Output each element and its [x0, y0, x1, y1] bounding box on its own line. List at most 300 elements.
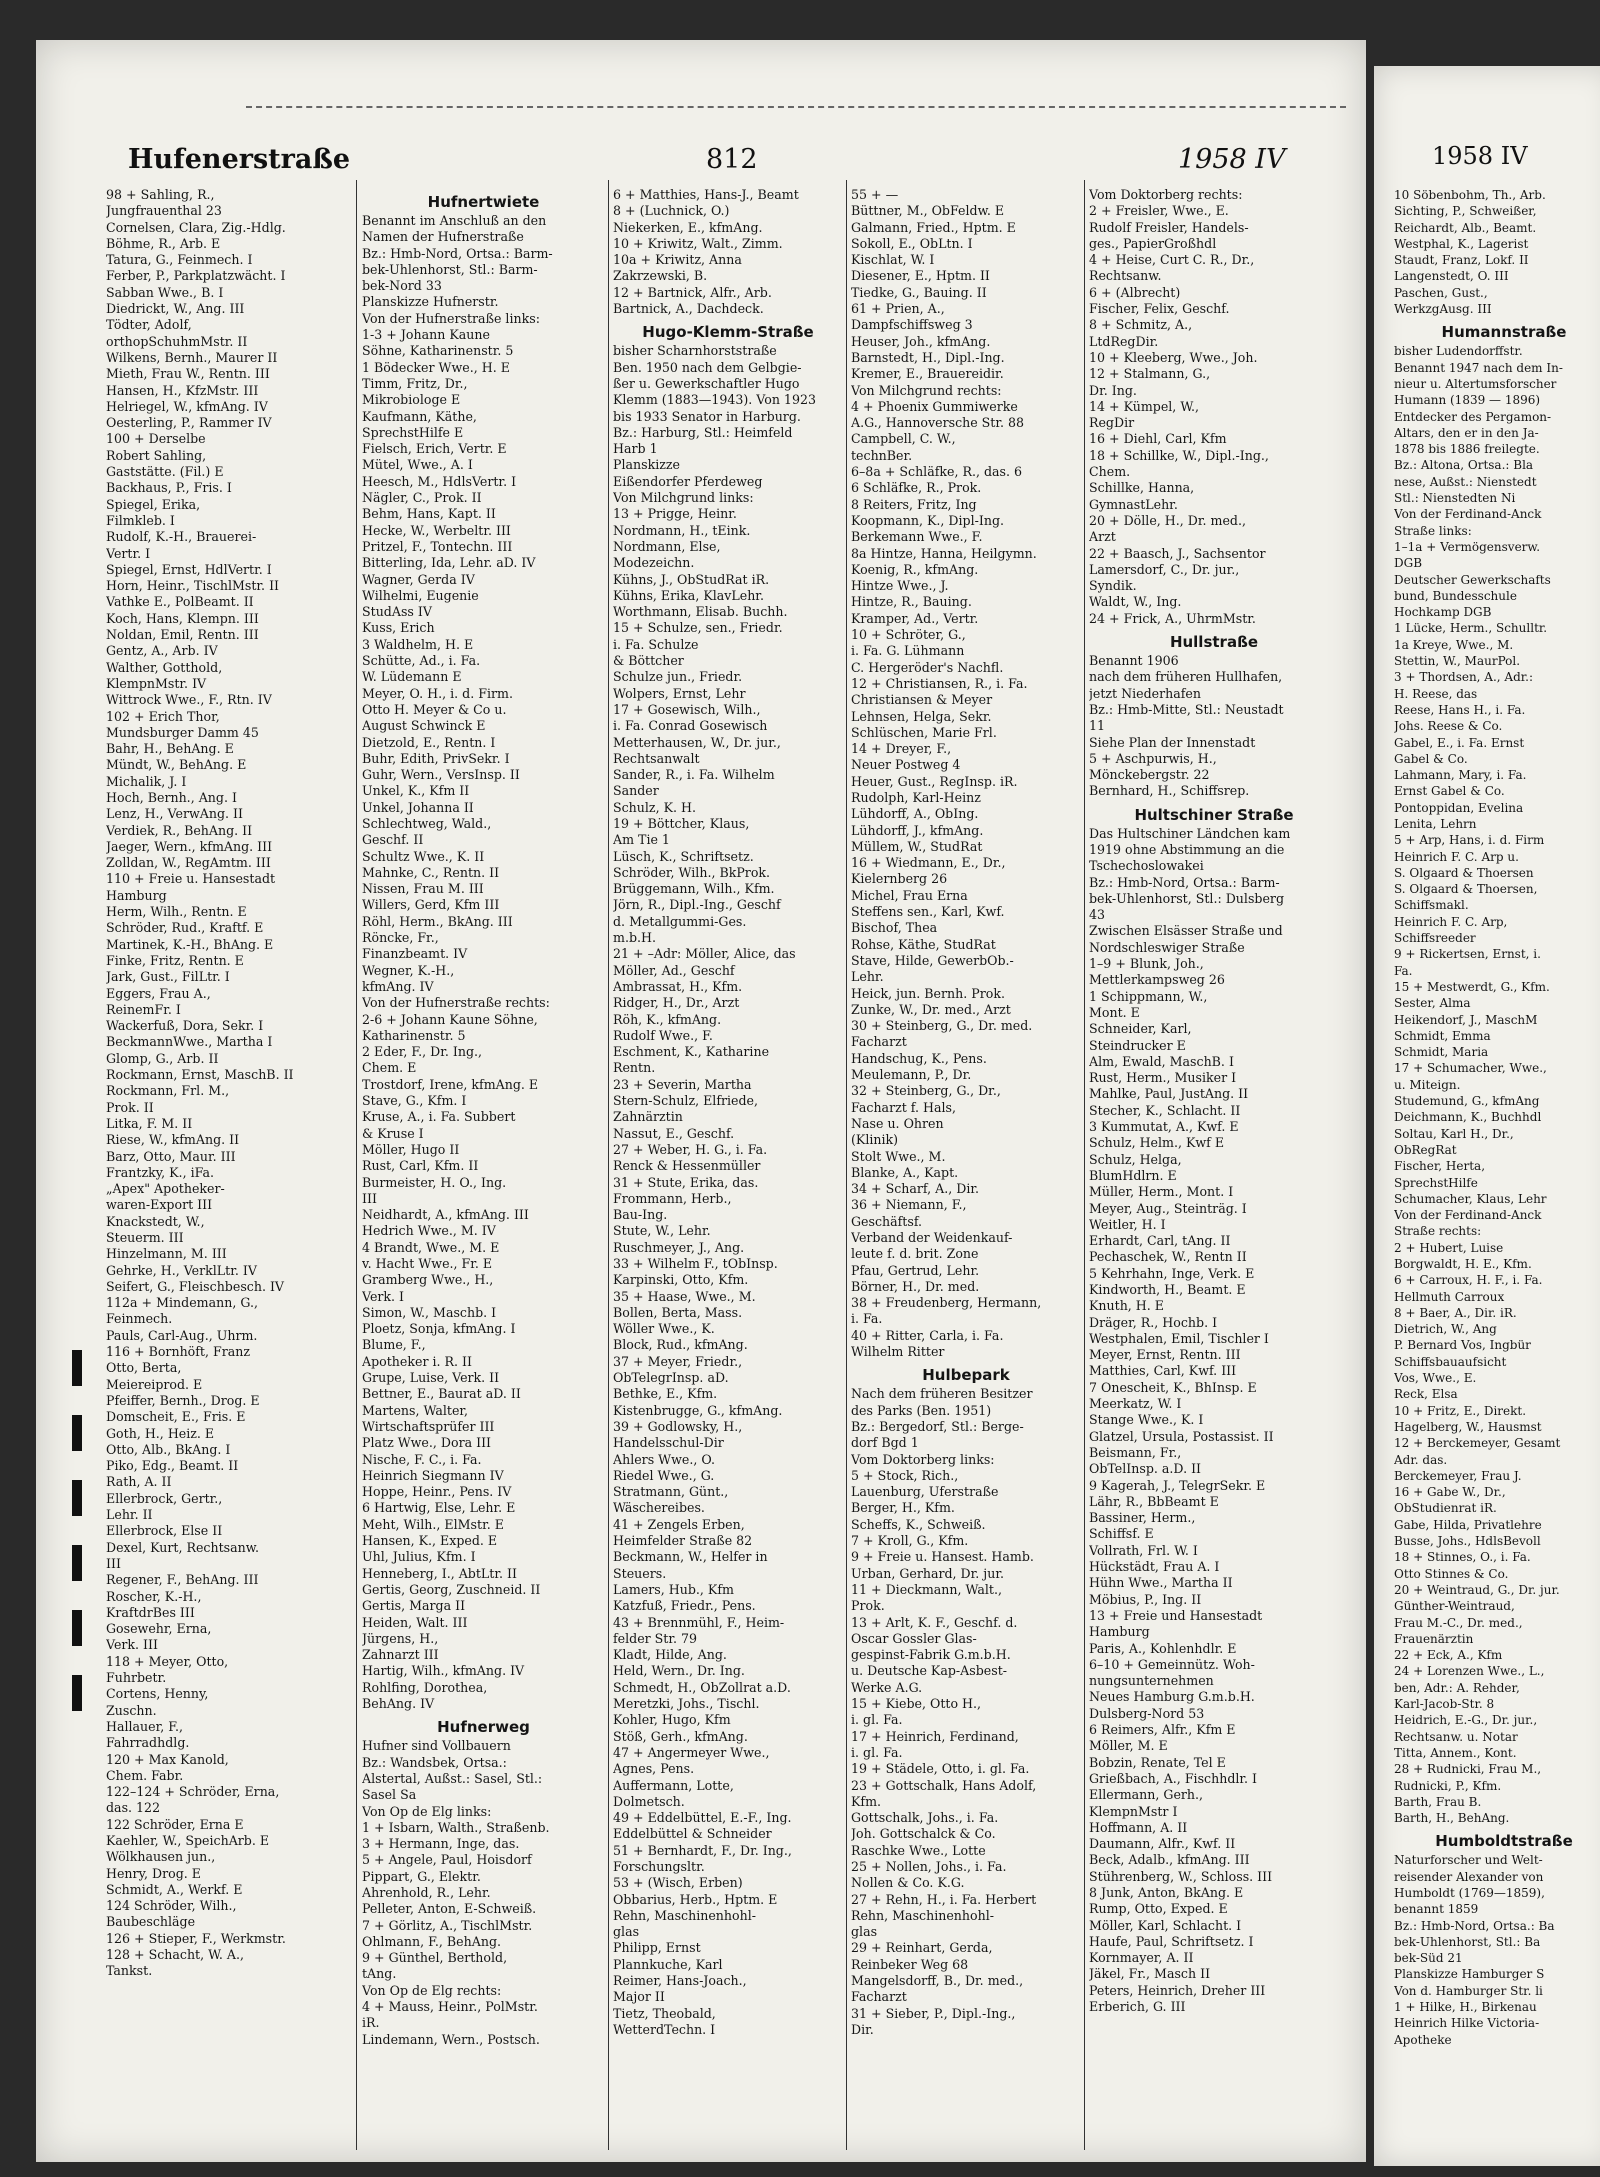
directory-entry: Apotheke [1394, 2032, 1452, 2047]
directory-entry: Von der Ferdinand-Anck [1394, 1208, 1542, 1223]
directory-entry: 15 + Schulze, sen., Friedr. [613, 620, 783, 636]
directory-entry: Auffermann, Lotte, [613, 1777, 734, 1793]
directory-entry: Christiansen & Meyer [851, 692, 993, 708]
directory-entry: Ferber, P., Parkplatzwächt. I [106, 268, 286, 284]
directory-entry: Barth, H., BehAng. [1394, 1811, 1510, 1826]
directory-entry: Plannkuche, Karl [613, 1956, 723, 1972]
directory-entry: C. Hergeröder's Nachfl. [851, 659, 1004, 675]
directory-entry: 13 + Freie und Hansestadt [1089, 1607, 1263, 1623]
directory-entry: Möller, M. E [1089, 1738, 1168, 1754]
directory-entry: Röncke, Fr., [362, 930, 439, 946]
directory-entry: 35 + Haase, Wwe., M. [613, 1288, 756, 1304]
directory-entry: Kramper, Ad., Vertr. [851, 610, 979, 626]
directory-entry: Waldt, W., Ing. [1089, 594, 1182, 610]
directory-entry: 14 + Dreyer, F., [851, 741, 952, 757]
directory-entry: 11 [1089, 718, 1106, 734]
directory-entry: Stecher, K., Schlacht. II [1089, 1102, 1241, 1118]
directory-entry: Mangelsdorff, B., Dr. med., [851, 1973, 1024, 1989]
directory-entry: Geschf. II [362, 832, 424, 848]
directory-entry: Ellerbrock, Else II [106, 1523, 223, 1539]
directory-entry: Wittrock Wwe., F., Rtn. IV [106, 692, 272, 708]
directory-entry: Schiffsf. E [1089, 1526, 1154, 1542]
directory-entry: Schmidt, A., Werkf. E [106, 1881, 243, 1897]
directory-entry: Borgwaldt, H. E., Kfm. [1394, 1257, 1532, 1271]
directory-entry: Otto Stinnes & Co. [1394, 1566, 1509, 1581]
directory-entry: 5 + Aschpurwis, H., [1089, 750, 1217, 766]
directory-entry: Willers, Gerd, Kfm III [362, 897, 500, 913]
directory-entry: III [362, 1190, 377, 1206]
directory-entry: Studemund, G., kfmAng [1394, 1094, 1540, 1109]
directory-entry: 11 + Dieckmann, Walt., [851, 1581, 1002, 1597]
directory-entry: Erhardt, Carl, tAng. II [1089, 1233, 1231, 1249]
directory-entry: Pauls, Carl-Aug., Uhrm. [106, 1327, 258, 1343]
directory-entry: Gabe, Hilda, Privatlehre [1394, 1517, 1542, 1532]
directory-entry: Koenig, R., kfmAng. [851, 561, 979, 577]
directory-entry: 10 + Fritz, E., Direkt. [1394, 1403, 1527, 1418]
directory-entry: Lähr, R., BbBeamt E [1089, 1493, 1219, 1509]
directory-entry: Heick, jun. Bernh. Prok. [851, 985, 1005, 1001]
directory-entry: 47 + Angermeyer Wwe., [613, 1744, 770, 1760]
directory-entry: glas [851, 1924, 878, 1940]
directory-entry: Ernst Gabel & Co. [1394, 784, 1505, 799]
directory-entry: ObTelInsp. a.D. II [1089, 1461, 1202, 1477]
directory-entry: u. Deutsche Kap-Asbest- [851, 1663, 1008, 1679]
directory-entry: Matthies, Carl, Kwf. III [1089, 1363, 1237, 1379]
directory-entry: Kfm. [851, 1793, 882, 1809]
column-4 [851, 187, 1081, 2147]
directory-entry: Nische, F. C., i. Fa. [362, 1451, 482, 1467]
thumb-index-mark [72, 1610, 82, 1646]
directory-entry: Rehn, Maschinenhohl- [851, 1907, 994, 1923]
directory-entry: Paris, A., Kohlenhdlr. E [1089, 1640, 1237, 1656]
directory-entry: reisender Alexander von [1394, 1869, 1544, 1884]
directory-entry: ges., PapierGroßhdl [1089, 235, 1217, 251]
directory-entry: Bz.: Hmb-Nord, Ortsa.: Barm- [362, 245, 553, 261]
directory-entry: Meyer, O. H., i. d. Firm. [362, 685, 513, 701]
directory-entry: Barz, Otto, Maur. III [106, 1148, 236, 1164]
directory-entry: Michel, Frau Erna [851, 887, 968, 903]
directory-entry: Schiffsreeder [1394, 931, 1476, 946]
directory-entry: Lehnsen, Helga, Sekr. [851, 708, 992, 724]
directory-entry: Mieth, Frau W., Rentn. III [106, 366, 270, 382]
directory-entry: Katharinenstr. 5 [362, 1027, 466, 1043]
directory-entry: Soltau, Karl H., Dr., [1394, 1126, 1514, 1141]
directory-entry: Bz.: Hmb-Nord, Ortsa.: Barm- [1089, 874, 1280, 890]
directory-entry: Frommann, Herb., [613, 1190, 732, 1206]
directory-entry: Mündt, W., BehAng. E [106, 757, 247, 773]
directory-entry: Dulsberg-Nord 53 [1089, 1705, 1205, 1721]
directory-entry: Heidrich, E.-G., Dr. jur., [1394, 1713, 1538, 1728]
directory-entry: Oscar Gossler Glas- [851, 1630, 977, 1646]
directory-entry: Langenstedt, O. III [1394, 269, 1509, 284]
directory-entry: Ohlmann, F., BehAng. [362, 1933, 502, 1949]
directory-entry: Pontoppidan, Evelina [1394, 800, 1524, 815]
directory-entry: 4 + Heise, Curt C. R., Dr., [1089, 252, 1255, 268]
directory-entry: Baubeschläge [106, 1914, 196, 1930]
directory-entry: Pfeiffer, Bernh., Drog. E [106, 1392, 260, 1408]
directory-entry: Niekerken, E., kfmAng. [613, 219, 763, 235]
directory-entry: 21 + –Adr: Möller, Alice, das [613, 946, 796, 962]
directory-entry: Westphalen, Emil, Tischler I [1089, 1330, 1269, 1346]
directory-entry: WetterdTechn. I [613, 2021, 716, 2037]
directory-entry: GymnastLehr. [1089, 496, 1178, 512]
directory-entry: Handschug, K., Pens. [851, 1050, 987, 1066]
directory-entry: Handelsschul-Dir [613, 1435, 724, 1451]
directory-entry: Henneberg, I., AbtLtr. II [362, 1565, 517, 1581]
directory-entry: 122 Schröder, Erna E [106, 1816, 244, 1832]
directory-entry: Möbius, P., Ing. II [1089, 1591, 1202, 1607]
street-heading: Hulbepark [922, 1366, 1010, 1385]
thumb-index-mark [72, 1545, 82, 1581]
column-1 [106, 187, 354, 2147]
directory-entry: Peters, Heinrich, Dreher III [1089, 1982, 1266, 1998]
directory-entry: 10 Söbenbohm, Th., Arb. [1394, 188, 1546, 202]
directory-entry: 20 + Weintraud, G., Dr. jur. [1394, 1582, 1560, 1597]
directory-entry: kfmAng. IV [362, 978, 434, 994]
directory-entry: 8 Reiters, Fritz, Ing [851, 496, 977, 512]
directory-entry: Rechtsanwalt [613, 750, 700, 766]
directory-entry: Block, Rud., kfmAng. [613, 1337, 748, 1353]
directory-entry: A.G., Hannoversche Str. 88 [851, 415, 1025, 431]
directory-entry: Rohlfing, Dorothea, [362, 1679, 488, 1695]
directory-entry: 28 + Rudnicki, Frau M., [1394, 1762, 1542, 1777]
directory-entry: 33 + Wilhelm F., tObInsp. [613, 1256, 778, 1271]
directory-entry: Otto, Berta, [106, 1360, 182, 1376]
directory-entry: Naturforscher und Welt- [1394, 1853, 1543, 1868]
directory-entry: Beckmann, W., Helfer in [613, 1549, 768, 1565]
directory-entry: Tödter, Adolf, [106, 317, 192, 333]
directory-entry: Rudolf Wwe., F. [613, 1027, 713, 1043]
directory-entry: Lühdorff, A., ObIng. [851, 806, 979, 822]
directory-entry: Pritzel, F., Tontechn. III [362, 538, 513, 554]
directory-entry: Burmeister, H. O., Ing. [362, 1174, 507, 1190]
directory-entry: Planskizze Hamburger S [1394, 1967, 1545, 1982]
street-heading: Hugo-Klemm-Straße [642, 323, 814, 342]
directory-entry: Eißendorfer Pferdeweg [613, 473, 763, 489]
directory-entry: Rudnicki, P., Kfm. [1394, 1778, 1502, 1793]
directory-entry: bis 1933 Senator in Harburg. [613, 408, 801, 424]
directory-entry: ObRegRat [1394, 1142, 1457, 1157]
directory-entry: BehAng. IV [362, 1696, 435, 1712]
directory-entry: Von Op de Elg links: [362, 1803, 492, 1819]
directory-entry: Domscheit, E., Fris. E [106, 1409, 246, 1425]
directory-entry: KraftdrBes III [106, 1604, 195, 1620]
directory-entry: Rudolf Freisler, Handels- [1089, 219, 1249, 235]
directory-entry: Unkel, Johanna II [362, 799, 474, 815]
directory-entry: Ploetz, Sonja, kfmAng. I [362, 1321, 516, 1337]
directory-entry: Altars, den er in den Ja- [1394, 425, 1539, 440]
street-heading: Humboldtstraße [1435, 1832, 1573, 1851]
directory-entry: Bahr, H., BehAng. E [106, 741, 234, 757]
directory-entry: benannt 1859 [1394, 1902, 1479, 1917]
directory-entry: Benannt 1906 [1089, 653, 1179, 669]
directory-entry: Wackerfuß, Dora, Sekr. I [106, 1018, 264, 1034]
directory-entry: Eggers, Frau A., [106, 985, 211, 1001]
directory-entry: Lehr. [851, 969, 884, 985]
directory-entry: & Böttcher [613, 653, 684, 669]
directory-entry: Hansen, H., KfzMstr. III [106, 382, 259, 398]
directory-entry: 1 + Isbarn, Walth., Straßenb. [362, 1819, 550, 1835]
directory-entry: Rath, A. II [106, 1474, 172, 1490]
directory-entry: Dietzold, E., Rentn. I [362, 734, 496, 750]
directory-entry: Hoffmann, A. II [1089, 1819, 1188, 1835]
directory-entry: ben, Adr.: A. Rehder, [1394, 1680, 1520, 1695]
directory-entry: 128 + Schacht, W. A., [106, 1947, 244, 1963]
directory-entry: Feinmech. [106, 1311, 173, 1327]
directory-entry: Sichting, P., Schweißer, [1394, 204, 1537, 219]
directory-entry: Kühns, Erika, KlavLehr. [613, 587, 764, 603]
directory-entry: Bischof, Thea [851, 920, 938, 936]
directory-entry: Ahrenhold, R., Lehr. [362, 1884, 491, 1900]
directory-entry: Hintze, R., Bauing. [851, 594, 972, 610]
directory-entry: Nordmann, Else, [613, 538, 721, 554]
directory-entry: Rockmann, Ernst, MaschB. II [106, 1067, 294, 1083]
directory-entry: Bz.: Harburg, Stl.: Heimfeld [613, 424, 793, 440]
directory-entry: Reimer, Hans-Joach., [613, 1973, 747, 1989]
directory-entry: Lauenburg, Uferstraße [851, 1484, 999, 1500]
directory-entry: 2 Eder, F., Dr. Ing., [362, 1044, 483, 1060]
directory-entry: Heinrich Hilke Victoria- [1394, 2016, 1540, 2031]
directory-entry: bek-Süd 21 [1394, 1951, 1463, 1966]
directory-entry: Galmann, Fried., Hptm. E [851, 219, 1016, 235]
directory-entry: Trostdorf, Irene, kfmAng. E [362, 1076, 539, 1092]
street-heading: Hufnertwiete [427, 193, 540, 211]
directory-entry: Fischer, Herta, [1394, 1159, 1486, 1174]
directory-entry: Kremer, E., Brauereidir. [851, 366, 1004, 382]
directory-entry: Ahlers Wwe., O. [613, 1451, 715, 1467]
directory-entry: Entdecker des Pergamon- [1394, 409, 1552, 424]
directory-entry: Straße rechts: [1394, 1224, 1482, 1239]
directory-entry: leute f. d. brit. Zone [851, 1246, 979, 1262]
directory-entry: Dir. [851, 2021, 874, 2037]
directory-entry: Scheffs, K., Schweiß. [851, 1516, 986, 1532]
directory-entry: Gertis, Georg, Zuschneid. II [362, 1581, 541, 1597]
directory-entry: Unkel, K., Kfm II [362, 783, 470, 799]
directory-entry: ßer u. Gewerkschaftler Hugo [613, 375, 800, 391]
directory-entry: Röh, K., kfmAng. [613, 1011, 722, 1027]
directory-entry: 12 + Christiansen, R., i. Fa. [851, 675, 1028, 691]
directory-entry: Joh. Gottschalck & Co. [851, 1826, 996, 1842]
directory-entry: Bethke, E., Kfm. [613, 1386, 718, 1402]
directory-entry: Stute, W., Lehr. [613, 1223, 711, 1239]
directory-entry: 6 + Matthies, Hans-J., Beamt [613, 187, 799, 202]
directory-entry: 15 + Kiebe, Otto H., [851, 1696, 982, 1712]
directory-entry: Benannt im Anschluß an den [362, 213, 547, 228]
directory-entry: Wirtschaftsprüfer III [362, 1418, 495, 1434]
directory-entry: 8 + Schmitz, A., [1089, 317, 1193, 333]
directory-entry: nese, Außst.: Nienstedt [1394, 474, 1537, 489]
directory-entry: Riedel Wwe., G. [613, 1467, 715, 1483]
street-heading: Hultschiner Straße [1134, 805, 1294, 824]
directory-entry: Zunke, W., Dr. med., Arzt [851, 1001, 1011, 1017]
directory-entry: Backhaus, P., Fris. I [106, 480, 232, 496]
directory-entry: Dexel, Kurt, Rechtsanw. [106, 1539, 259, 1555]
directory-entry: 20 + Dölle, H., Dr. med., [1089, 512, 1246, 528]
directory-entry: 9 + Rickertsen, Ernst, i. [1394, 947, 1541, 962]
directory-entry: Sester, Alma [1394, 996, 1471, 1011]
directory-entry: Müller, Herm., Mont. I [1089, 1184, 1234, 1200]
directory-entry: Glomp, G., Arb. II [106, 1050, 219, 1066]
directory-entry: Frau M.-C., Dr. med., [1394, 1615, 1523, 1630]
directory-entry: 12 + Stalmann, G., [1089, 366, 1211, 382]
directory-entry: Prok. [851, 1598, 885, 1614]
directory-entry: Mundsburger Damm 45 [106, 724, 259, 740]
directory-entry: Blanke, A., Kapt. [851, 1164, 959, 1180]
directory-entry: Beismann, Fr., [1089, 1444, 1182, 1460]
directory-entry: Urban, Gerhard, Dr. jur. [851, 1565, 1004, 1581]
directory-entry: 12 + Berckemeyer, Gesamt [1394, 1436, 1561, 1451]
directory-entry: Bernhard, H., Schiffsrep. [1089, 783, 1250, 799]
directory-entry: 98 + Sahling, R., [106, 187, 215, 202]
directory-entry: 16 + Diehl, Carl, Kfm [1089, 431, 1227, 447]
directory-entry: P. Bernard Vos, Ingbür [1394, 1338, 1531, 1353]
directory-entry: Rentn. [613, 1060, 656, 1076]
directory-entry: DGB [1394, 556, 1423, 571]
directory-entry: Jark, Gust., FilLtr. I [106, 969, 230, 985]
directory-entry: Martinek, K.-H., BhAng. E [106, 936, 274, 952]
directory-entry: 118 + Meyer, Otto, [106, 1653, 229, 1669]
directory-entry: Erberich, G. III [1089, 1999, 1186, 2015]
column-rule-1 [356, 180, 357, 2150]
directory-entry: Verk. I [362, 1288, 405, 1304]
directory-entry: Agnes, Pens. [613, 1761, 695, 1777]
directory-entry: Steffens sen., Karl, Kwf. [851, 904, 1005, 920]
directory-entry: 2 + Hubert, Luise [1394, 1240, 1504, 1255]
directory-entry: Spiegel, Erika, [106, 496, 201, 512]
street-heading: Humannstraße [1441, 323, 1567, 342]
directory-entry: Katzfuß, Friedr., Pens. [613, 1598, 756, 1614]
directory-entry: dorf Bgd 1 [851, 1435, 919, 1451]
directory-entry: 6 + (Albrecht) [1089, 284, 1181, 300]
directory-entry: 7 + Görlitz, A., TischlMstr. [362, 1917, 533, 1933]
directory-entry: Bz.: Hmb-Mitte, Stl.: Neustadt [1089, 701, 1284, 717]
directory-entry: 8a Hintze, Hanna, Heilgymn. [851, 545, 1037, 561]
directory-entry: Titta, Annem., Kont. [1394, 1745, 1517, 1760]
directory-entry: Eddelbüttel & Schneider [613, 1826, 772, 1842]
directory-entry: Von Milchgrund links: [613, 490, 754, 506]
directory-entry: Dolmetsch. [613, 1793, 685, 1809]
directory-entry: i. Fa. [851, 1311, 883, 1327]
directory-entry: Stratmann, Günt., [613, 1484, 729, 1500]
directory-entry: 13 + Prigge, Heinr. [613, 506, 737, 522]
directory-entry: bek-Uhlenhorst, Stl.: Dulsberg [1089, 890, 1285, 906]
directory-entry: SprechstHilfe E [362, 424, 464, 440]
directory-entry: 43 + Brennmühl, F., Heim- [613, 1614, 785, 1630]
directory-entry: jetzt Niederhafen [1089, 685, 1201, 701]
directory-entry: 5 + Arp, Hans, i. d. Firm [1394, 833, 1545, 848]
directory-entry: 37 + Meyer, Friedr., [613, 1353, 743, 1369]
running-head-year: 1958 IV [1178, 144, 1286, 175]
directory-entry: Von d. Hamburger Str. li [1394, 1983, 1543, 1998]
directory-entry: Hamburg [106, 887, 167, 903]
directory-entry: 39 + Godlowsky, H., [613, 1418, 743, 1434]
directory-entry: Reese, Hans H., i. Fa. [1394, 702, 1526, 717]
directory-entry: Lüsch, K., Schriftsetz. [613, 848, 754, 864]
directory-entry: Heinrich F. C. Arp u. [1394, 849, 1519, 864]
directory-entry: Nordschleswiger Straße [1089, 939, 1245, 955]
directory-entry: 8 + Baer, A., Dir. iR. [1394, 1305, 1517, 1320]
directory-entry: Rockmann, Frl. M., [106, 1083, 230, 1099]
directory-entry: Schmidt, Emma [1394, 1028, 1491, 1043]
directory-entry: Wegner, K.-H., [362, 962, 455, 978]
directory-entry: Meretzki, Johs., Tischl. [613, 1696, 760, 1712]
directory-entry: 1 Lücke, Herm., Schulltr. [1394, 621, 1548, 636]
directory-entry: Hückstädt, Frau A. I [1089, 1559, 1220, 1575]
directory-entry: Herm, Wilh., Rentn. E [106, 904, 247, 920]
directory-entry: Nach dem früheren Besitzer [851, 1386, 1033, 1402]
directory-entry: „Apex" Apotheker- [106, 1181, 225, 1197]
directory-entry: Von der Hufnerstraße links: [362, 310, 540, 326]
directory-entry: Nase u. Ohren [851, 1115, 944, 1131]
directory-entry: Jäkel, Fr., Masch II [1089, 1966, 1211, 1982]
directory-entry: 18 + Schillke, W., Dipl.-Ing., [1089, 447, 1269, 463]
directory-entry: v. Hacht Wwe., Fr. E [362, 1256, 493, 1271]
directory-entry: Gottschalk, Johs., i. Fa. [851, 1810, 999, 1826]
directory-entry: BlumHdlrn. E [1089, 1167, 1177, 1183]
directory-entry: bisher Ludendorffstr. [1394, 344, 1523, 359]
directory-entry: bek-Nord 33 [362, 278, 442, 294]
directory-entry: Glatzel, Ursula, Postassist. II [1089, 1428, 1274, 1444]
directory-entry: 51 + Bernhardt, F., Dr. Ing., [613, 1842, 792, 1858]
directory-entry: Mahlke, Paul, JustAng. II [1089, 1086, 1249, 1102]
directory-entry: Sasel Sa [362, 1787, 417, 1803]
directory-entry: Adr. das. [1394, 1452, 1448, 1467]
directory-entry: Schröder, Rud., Kraftf. E [106, 920, 264, 936]
thumb-index-mark [72, 1350, 82, 1386]
directory-entry: Ben. 1950 nach dem Gelbgie- [613, 359, 802, 375]
directory-entry: 10 + Kriwitz, Walt., Zimm. [613, 235, 783, 251]
directory-entry: i. gl. Fa. [851, 1744, 903, 1760]
directory-entry: Brüggemann, Wilh., Kfm. [613, 881, 775, 897]
directory-entry: 10 + Schröter, G., [851, 627, 966, 643]
directory-entry: Gertis, Marga II [362, 1598, 466, 1614]
directory-entry: Mütel, Wwe., A. I [362, 457, 473, 473]
directory-entry: Humboldt (1769—1859), [1394, 1885, 1545, 1900]
directory-entry: Meiereiprod. E [106, 1376, 203, 1392]
directory-entry: Büttner, M., ObFeldw. E [851, 203, 1005, 219]
directory-entry: Vathke E., PolBeamt. II [106, 594, 254, 610]
directory-entry: Riese, W., kfmAng. II [106, 1132, 240, 1148]
directory-entry: 17 + Schumacher, Wwe., [1394, 1061, 1547, 1076]
directory-entry: Goth, H., Heiz. E [106, 1425, 215, 1441]
directory-entry: SprechstHilfe [1394, 1175, 1478, 1190]
directory-entry: 27 + Rehn, H., i. Fa. Herbert [851, 1891, 1037, 1907]
directory-entry: Filmkleb. I [106, 512, 175, 528]
directory-entry: Verband der Weidenkauf- [851, 1230, 1013, 1245]
directory-entry: Facharzt f. Hals, [851, 1099, 956, 1115]
directory-entry: Hansen, K., Exped. E [362, 1533, 498, 1549]
directory-entry: 55 + — [851, 187, 899, 202]
directory-entry: & Kruse I [362, 1125, 424, 1141]
directory-entry: 17 + Gosewisch, Wilh., [613, 701, 761, 717]
directory-entry: Karl-Jacob-Str. 8 [1394, 1697, 1495, 1712]
directory-entry: i. Fa. Conrad Gosewisch [613, 718, 768, 734]
directory-entry: Prok. II [106, 1099, 154, 1115]
directory-entry: RegDir [1089, 415, 1135, 431]
directory-entry: H. Reese, das [1394, 686, 1478, 701]
directory-entry: 16 + Wiedmann, E., Dr., [851, 855, 1006, 871]
directory-entry: i. Fa. Schulze [613, 636, 699, 652]
directory-entry: Philipp, Ernst [613, 1940, 701, 1956]
directory-entry: Frauenärztin [1394, 1631, 1474, 1646]
directory-entry: Stl.: Nienstedten Ni [1394, 491, 1516, 506]
column-5 [1089, 187, 1339, 2147]
directory-entry: Timm, Fritz, Dr., [362, 375, 468, 391]
directory-entry: Spiegel, Ernst, HdlVertr. I [106, 561, 272, 577]
directory-entry: Schumacher, Klaus, Lehr [1394, 1191, 1547, 1206]
directory-entry: 31 + Stute, Erika, das. [613, 1174, 759, 1190]
directory-entry: Hochkamp DGB [1394, 605, 1492, 620]
